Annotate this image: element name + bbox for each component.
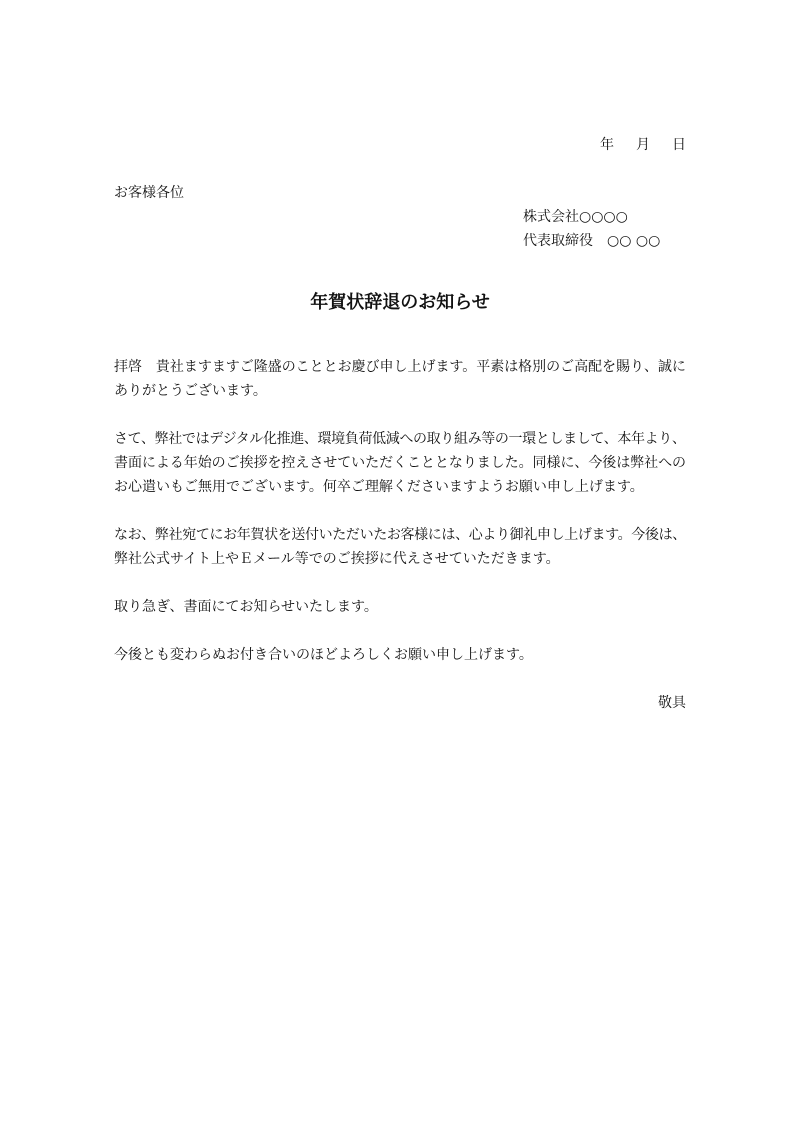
date-line [578, 133, 686, 157]
paragraph-announcement [114, 427, 686, 499]
date-day: 日 [672, 137, 686, 153]
recipient: お客様各位 [114, 185, 184, 201]
paragraph-line: さて、弊社ではデジタル化推進、環境負荷低減への取り組み等の一環としまして、本年より、 [114, 431, 686, 447]
date-month: 月 [636, 137, 650, 153]
paragraph-line: 書面による年始のご挨拶を控えさせていただくこととなりました。同様に、今後は弊社への [114, 455, 686, 471]
paragraph-line: ありがとうございます。 [114, 383, 267, 399]
sender-representative: 代表取締役 ○○ ○○ [523, 233, 661, 249]
document-title: 年賀状辞退のお知らせ [310, 292, 490, 313]
sender-block [523, 205, 660, 253]
sender-company: 株式会社○○○○ [523, 209, 628, 225]
paragraph-line: 拝啓 貴社ますますご隆盛のこととお慶び申し上げます。平素は格別のご高配を賜り、誠に [114, 359, 686, 375]
paragraph-line: なお、弊社宛てにお年賀状を送付いただいたお客様には、心より御礼申し上げます。今後は、 [114, 527, 686, 543]
paragraph-line: 今後とも変わらぬお付き合いのほどよろしくお願い申し上げます。 [114, 647, 533, 663]
paragraph-greeting [114, 355, 686, 403]
paragraph-line: 弊社公式サイト上やＥメール等でのご挨拶に代えさせていただきます。 [114, 551, 560, 567]
paragraph-line: お心遣いもご無用でございます。何卒ご理解くださいますようお願い申し上げます。 [114, 479, 644, 495]
closing: 敬具 [658, 695, 686, 711]
paragraph-notice [114, 595, 686, 619]
paragraph-thanks [114, 523, 686, 571]
paragraph-line: 取り急ぎ、書面にてお知らせいたします。 [114, 599, 378, 615]
date-year: 年 [600, 137, 614, 153]
paragraph-regards [114, 643, 686, 667]
